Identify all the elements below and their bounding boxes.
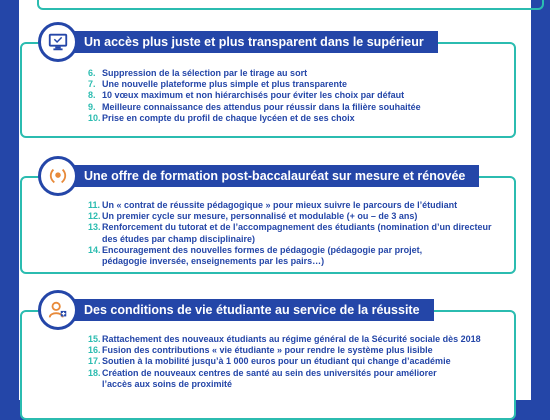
item-list: [88, 200, 492, 267]
section-header: [38, 162, 487, 190]
list-item: 7. Une nouvelle plateforme plus simple et plus transparente: [88, 79, 348, 90]
section-training: [38, 164, 508, 274]
list-item: 15. Rattachement des nouveaux étudiants au régime général de la Sécurité sociale dès 2018: [88, 334, 481, 344]
section-access: [38, 30, 508, 138]
laurel-wreath-icon: [38, 156, 78, 196]
list-item: 8. 10 vœux maximum et non hiérarchisés pour éviter les choix par défaut: [88, 90, 405, 101]
list-item: 18. Création de nouveaux centres de santé au sein des universités pour améliorer l’accès aux soins de proximité: [88, 367, 437, 389]
list-item: 6. Suppression de la sélection par le tirage au sort: [88, 68, 308, 78]
list-item: 14. Encouragement des nouvelles formes de pédagogie (pédagogie par projet, pédagogie inversée, enseignements par les pairs…): [88, 244, 423, 267]
list-item: 9. Meilleure connaissance des attendus pour réussir dans la filière souhaitée: [88, 101, 421, 112]
list-item: 12. Un premier cycle sur mesure, personnalisé et modulable (+ ou – de 3 ans): [88, 211, 418, 222]
item-list: [88, 334, 481, 390]
computer-icon: [38, 22, 78, 62]
section-title: Une offre de formation post-baccalauréat sur mesure et rénovée: [70, 165, 479, 187]
list-item: 13. Renforcement du tutorat et de l’accompagnement des étudiants (nomination d’un directeur des études par champ disciplinaire): [88, 222, 492, 244]
section-title: Un accès plus juste et plus transparent dans le supérieur: [70, 31, 438, 53]
student-health-icon: [38, 290, 78, 330]
list-item: 16. Fusion des contributions « vie étudiante » pour rendre le système plus lisible: [88, 345, 433, 356]
list-item: 11. Un « contrat de réussite pédagogique » pour mieux suivre le parcours de l’étudiant: [88, 200, 458, 210]
section-student-life: [38, 298, 508, 408]
list-item: 17. Soutien à la mobilité jusqu’à 1 000 euros pour un étudiant qui change d’académie: [88, 356, 451, 367]
item-list: [88, 68, 421, 124]
previous-card-edge: [37, 0, 544, 10]
list-item: 10. Prise en compte du profil de chaque lycéen et de ses choix: [88, 112, 355, 123]
section-header: [38, 296, 442, 324]
section-header: [38, 28, 446, 56]
section-title: Des conditions de vie étudiante au service de la réussite: [70, 299, 434, 321]
